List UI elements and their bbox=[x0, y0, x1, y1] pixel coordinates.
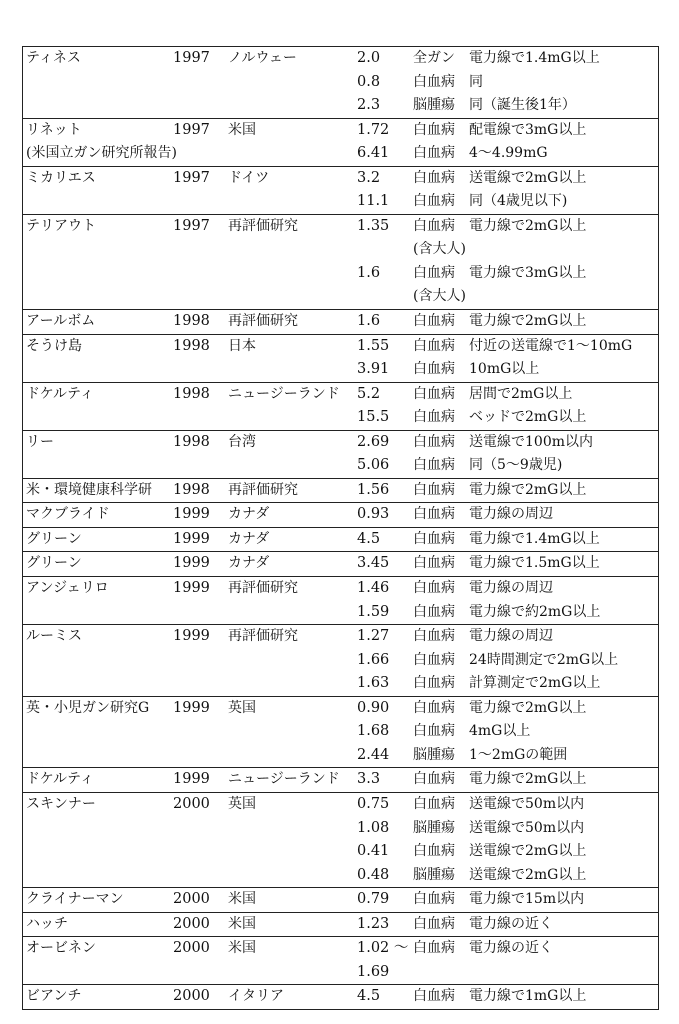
disease-label: 白血病 bbox=[413, 915, 455, 932]
disease-label: 白血病 bbox=[413, 651, 455, 668]
disease-label: 白血病 bbox=[413, 675, 455, 692]
study-year: 1999 bbox=[173, 580, 210, 597]
risk-value: 1.23 bbox=[357, 915, 390, 932]
study-year: 1998 bbox=[173, 481, 210, 498]
risk-value: 1.6 bbox=[357, 264, 381, 281]
exposure-condition: 電力線で3mG以上 bbox=[469, 264, 587, 281]
disease-label: 白血病 bbox=[413, 169, 455, 186]
study-name: ミカリエス bbox=[26, 169, 96, 186]
risk-value: 1.02 ～ bbox=[357, 940, 409, 957]
risk-value: 4.5 bbox=[357, 530, 381, 547]
exposure-condition: ベッドで2mG以上 bbox=[469, 409, 587, 426]
exposure-condition: 付近の送電線で1～10mG bbox=[469, 337, 633, 354]
study-name: ハッチ bbox=[26, 915, 68, 932]
disease-label: 白血病 bbox=[413, 73, 455, 90]
study-country: 米国 bbox=[228, 915, 256, 932]
disease-label: 白血病 bbox=[413, 121, 455, 138]
risk-value: 0.79 bbox=[357, 891, 390, 908]
table-row bbox=[22, 528, 659, 553]
study-name: 英・小児ガン研究G bbox=[26, 699, 150, 716]
row-line bbox=[23, 406, 658, 430]
exposure-condition: 電力線で2mG以上 bbox=[469, 217, 587, 234]
study-name: そうけ島 bbox=[26, 337, 82, 354]
table-row bbox=[22, 577, 659, 625]
risk-value: 0.93 bbox=[357, 506, 390, 523]
risk-value: 3.91 bbox=[357, 361, 390, 378]
risk-value: 0.41 bbox=[357, 843, 390, 860]
disease-label: 白血病 bbox=[413, 530, 455, 547]
risk-value: 3.2 bbox=[357, 169, 381, 186]
risk-value: 1.6 bbox=[357, 313, 381, 330]
table-row bbox=[22, 985, 659, 1010]
disease-label: 白血病 bbox=[413, 555, 455, 572]
row-line bbox=[23, 167, 658, 191]
exposure-condition: 送電線で2mG以上 bbox=[469, 169, 587, 186]
risk-value: 1.63 bbox=[357, 675, 390, 692]
risk-value: 2.44 bbox=[357, 746, 390, 763]
row-line bbox=[23, 71, 658, 95]
table-row bbox=[22, 47, 659, 119]
study-country: 再評価研究 bbox=[228, 628, 298, 645]
study-name: アールボム bbox=[26, 313, 96, 330]
row-line bbox=[23, 649, 658, 673]
study-country: カナダ bbox=[228, 530, 270, 547]
study-year: 1997 bbox=[173, 217, 210, 234]
row-line bbox=[23, 479, 658, 503]
study-name: オービネン bbox=[26, 940, 96, 957]
table-row bbox=[22, 625, 659, 697]
exposure-condition: 同（4歳児以下) bbox=[469, 193, 568, 210]
exposure-condition: 4～4.99mG bbox=[469, 145, 548, 162]
table-row bbox=[22, 697, 659, 769]
row-line bbox=[23, 310, 658, 334]
exposure-condition: 電力線で1.4mG以上 bbox=[469, 50, 600, 66]
table-row bbox=[22, 768, 659, 793]
row-line bbox=[23, 552, 658, 576]
risk-value: 1.72 bbox=[357, 121, 390, 138]
exposure-condition: 配電線で3mG以上 bbox=[469, 121, 587, 138]
study-year: 1999 bbox=[173, 628, 210, 645]
study-country: 再評価研究 bbox=[228, 313, 298, 330]
study-name: テリアウト bbox=[26, 217, 96, 234]
exposure-condition: 電力線で約2mG以上 bbox=[469, 603, 601, 620]
disease-label: 白血病 bbox=[413, 940, 455, 957]
row-line bbox=[23, 864, 658, 888]
exposure-condition: 電力線の周辺 bbox=[469, 628, 553, 645]
study-name: リー bbox=[26, 433, 54, 450]
study-name-note: (米国立ガン研究所報告) bbox=[26, 145, 177, 162]
study-country: ニュージーランド bbox=[228, 771, 340, 788]
study-name: リネット bbox=[26, 121, 82, 138]
study-country: 台湾 bbox=[228, 433, 256, 450]
risk-value: 5.06 bbox=[357, 457, 390, 474]
disease-label: 白血病 bbox=[413, 361, 455, 378]
row-line bbox=[23, 793, 658, 817]
row-line bbox=[23, 119, 658, 143]
table-row bbox=[22, 335, 659, 383]
study-country: ドイツ bbox=[228, 169, 270, 186]
disease-label: 白血病 bbox=[413, 506, 455, 523]
study-name: スキンナー bbox=[26, 795, 96, 812]
study-year: 2000 bbox=[173, 988, 210, 1005]
row-line bbox=[23, 528, 658, 552]
row-line bbox=[23, 961, 658, 985]
exposure-condition: 居間で2mG以上 bbox=[469, 385, 573, 402]
study-country: カナダ bbox=[228, 506, 270, 523]
exposure-condition: 電力線で2mG以上 bbox=[469, 313, 587, 330]
risk-value: 0.75 bbox=[357, 795, 390, 812]
study-year: 2000 bbox=[173, 940, 210, 957]
disease-label: 白血病 bbox=[413, 891, 455, 908]
exposure-condition: 電力線で2mG以上 bbox=[469, 699, 587, 716]
study-country: 再評価研究 bbox=[228, 481, 298, 498]
table-row bbox=[22, 503, 659, 528]
risk-value: 6.41 bbox=[357, 145, 390, 162]
study-year: 2000 bbox=[173, 795, 210, 812]
row-line bbox=[23, 215, 658, 239]
study-name: ドケルティ bbox=[26, 385, 94, 402]
risk-value: 1.35 bbox=[357, 217, 390, 234]
study-country: 英国 bbox=[228, 699, 256, 716]
row-line bbox=[23, 94, 658, 118]
exposure-condition: 24時間測定で2mG以上 bbox=[469, 651, 619, 668]
studies-table bbox=[22, 46, 659, 1010]
disease-label: 白血病 bbox=[413, 795, 455, 812]
risk-value: 1.08 bbox=[357, 819, 390, 836]
disease-label: 脳腫瘍 bbox=[413, 866, 455, 883]
exposure-condition: 電力線で1.4mG以上 bbox=[469, 530, 600, 547]
study-country: イタリア bbox=[228, 988, 284, 1005]
study-year: 1999 bbox=[173, 771, 210, 788]
study-name: ルーミス bbox=[26, 628, 82, 645]
row-line bbox=[23, 47, 658, 71]
study-country: ノルウェー bbox=[228, 50, 297, 66]
study-name: 米・環境健康科学研 bbox=[26, 481, 152, 498]
study-year: 1998 bbox=[173, 385, 210, 402]
disease-label: 脳腫瘍 bbox=[413, 746, 455, 763]
table-row bbox=[22, 215, 659, 310]
disease-label: 白血病 bbox=[413, 628, 455, 645]
row-line bbox=[23, 937, 658, 961]
row-line bbox=[23, 625, 658, 649]
risk-value: 3.3 bbox=[357, 771, 381, 788]
row-line bbox=[23, 383, 658, 407]
row-line bbox=[23, 431, 658, 455]
study-year: 1999 bbox=[173, 530, 210, 547]
exposure-condition: 電力線で2mG以上 bbox=[469, 771, 587, 788]
exposure-condition: 送電線で50m以内 bbox=[469, 795, 585, 812]
risk-value: 1.46 bbox=[357, 580, 390, 597]
risk-value: 1.59 bbox=[357, 603, 390, 620]
row-line bbox=[23, 503, 658, 527]
exposure-condition: 電力線で2mG以上 bbox=[469, 481, 587, 498]
disease-label: 脳腫瘍 bbox=[413, 819, 455, 836]
table-row bbox=[22, 888, 659, 913]
disease-label: 白血病 bbox=[413, 843, 455, 860]
row-line bbox=[23, 817, 658, 841]
study-name: ティネス bbox=[26, 50, 81, 66]
exposure-condition: 送電線で2mG以上 bbox=[469, 866, 587, 883]
disease-label: 白血病 bbox=[413, 457, 455, 474]
table-row bbox=[22, 119, 659, 167]
table-row bbox=[22, 793, 659, 888]
disease-label: 白血病 bbox=[413, 193, 455, 210]
row-line bbox=[23, 985, 658, 1009]
disease-label: 白血病 bbox=[413, 313, 455, 330]
row-line bbox=[23, 888, 658, 912]
exposure-condition: 同（誕生後1年） bbox=[469, 97, 576, 114]
exposure-condition: 同 bbox=[469, 73, 483, 90]
study-year: 1997 bbox=[173, 50, 210, 66]
exposure-condition: 10mG以上 bbox=[469, 361, 540, 378]
study-name: クライナーマン bbox=[26, 891, 124, 908]
risk-value: 4.5 bbox=[357, 988, 381, 1005]
study-year: 1999 bbox=[173, 555, 210, 572]
study-year: 2000 bbox=[173, 891, 210, 908]
row-line bbox=[23, 285, 658, 309]
study-year: 1997 bbox=[173, 169, 210, 186]
disease-label: 白血病 bbox=[413, 699, 455, 716]
row-line bbox=[23, 720, 658, 744]
exposure-condition: 電力線の近く bbox=[469, 940, 553, 957]
table-row bbox=[22, 431, 659, 479]
exposure-condition: 送電線で50m以内 bbox=[469, 819, 585, 836]
row-line bbox=[23, 335, 658, 359]
disease-label: 白血病 bbox=[413, 481, 455, 498]
risk-value: 1.66 bbox=[357, 651, 390, 668]
row-line bbox=[23, 190, 658, 214]
disease-label: 全ガン bbox=[413, 50, 455, 66]
disease-label: 白血病 bbox=[413, 409, 455, 426]
risk-value: 2.69 bbox=[357, 433, 390, 450]
study-country: 米国 bbox=[228, 121, 256, 138]
exposure-condition: 電力線で15m以内 bbox=[469, 891, 585, 908]
risk-value: 3.45 bbox=[357, 555, 390, 572]
study-year: 1998 bbox=[173, 313, 210, 330]
row-line bbox=[23, 142, 658, 166]
study-year: 1997 bbox=[173, 121, 210, 138]
table-row bbox=[22, 167, 659, 215]
exposure-condition: 計算測定で2mG以上 bbox=[469, 675, 601, 692]
risk-value: 0.8 bbox=[357, 73, 381, 90]
row-line bbox=[23, 697, 658, 721]
study-year: 2000 bbox=[173, 915, 210, 932]
row-line bbox=[23, 601, 658, 625]
row-line bbox=[23, 238, 658, 262]
table-row bbox=[22, 479, 659, 504]
row-line bbox=[23, 358, 658, 382]
study-country: 再評価研究 bbox=[228, 217, 298, 234]
disease-label: 白血病 bbox=[413, 771, 455, 788]
risk-value: 0.48 bbox=[357, 866, 390, 883]
disease-label: 白血病 bbox=[413, 337, 455, 354]
study-name: ビアンチ bbox=[26, 988, 82, 1005]
exposure-condition: 送電線で2mG以上 bbox=[469, 843, 587, 860]
exposure-condition: 電力線の近く bbox=[469, 915, 553, 932]
risk-value: 2.0 bbox=[357, 50, 381, 66]
disease-label: 白血病 bbox=[413, 264, 455, 281]
row-line bbox=[23, 577, 658, 601]
row-line bbox=[23, 744, 658, 768]
table-row bbox=[22, 913, 659, 938]
risk-value: 1.56 bbox=[357, 481, 390, 498]
exposure-condition: 電力線で1.5mG以上 bbox=[469, 555, 600, 572]
study-country: ニュージーランド bbox=[228, 385, 340, 402]
risk-value: 1.69 bbox=[357, 963, 390, 980]
risk-value: 11.1 bbox=[357, 193, 390, 210]
study-country: 英国 bbox=[228, 795, 256, 812]
study-country: カナダ bbox=[228, 555, 270, 572]
row-line bbox=[23, 913, 658, 937]
disease-label: 白血病 bbox=[413, 385, 455, 402]
exposure-condition: 1～2mGの範囲 bbox=[469, 746, 568, 763]
study-name: アンジェリロ bbox=[26, 580, 109, 597]
study-country: 日本 bbox=[228, 337, 256, 354]
table-row bbox=[22, 383, 659, 431]
risk-value: 15.5 bbox=[357, 409, 390, 426]
study-year: 1999 bbox=[173, 699, 210, 716]
study-country: 再評価研究 bbox=[228, 580, 298, 597]
disease-label: 白血病 bbox=[413, 580, 455, 597]
table-row bbox=[22, 552, 659, 577]
disease-label: 白血病 bbox=[413, 145, 455, 162]
study-country: 米国 bbox=[228, 891, 256, 908]
study-name: マクブライド bbox=[26, 506, 110, 523]
study-name: グリーン bbox=[26, 555, 82, 572]
disease-label: 白血病 bbox=[413, 988, 455, 1005]
exposure-condition: 電力線の周辺 bbox=[469, 506, 553, 523]
row-line bbox=[23, 454, 658, 478]
disease-label: 脳腫瘍 bbox=[413, 97, 455, 114]
disease-label: 白血病 bbox=[413, 433, 455, 450]
exposure-condition: 4mG以上 bbox=[469, 723, 531, 740]
table-row bbox=[22, 310, 659, 335]
disease-label: 白血病 bbox=[413, 217, 455, 234]
row-line bbox=[23, 672, 658, 696]
study-name: グリーン bbox=[26, 530, 82, 547]
risk-value: 1.27 bbox=[357, 628, 390, 645]
row-line bbox=[23, 768, 658, 792]
row-line bbox=[23, 840, 658, 864]
risk-value: 1.68 bbox=[357, 723, 390, 740]
disease-label: 白血病 bbox=[413, 723, 455, 740]
study-year: 1998 bbox=[173, 433, 210, 450]
study-year: 1998 bbox=[173, 337, 210, 354]
exposure-condition: 同（5～9歳児) bbox=[469, 457, 563, 474]
risk-value: 5.2 bbox=[357, 385, 381, 402]
risk-value: 1.55 bbox=[357, 337, 390, 354]
risk-value: 2.3 bbox=[357, 97, 381, 114]
risk-value: 0.90 bbox=[357, 699, 390, 716]
condition-note: (含大人) bbox=[413, 241, 466, 258]
disease-label: 白血病 bbox=[413, 603, 455, 620]
study-year: 1999 bbox=[173, 506, 210, 523]
exposure-condition: 送電線で100m以内 bbox=[469, 433, 593, 450]
exposure-condition: 電力線で1mG以上 bbox=[469, 988, 587, 1005]
study-name: ドケルティ bbox=[26, 771, 94, 788]
table-row bbox=[22, 937, 659, 985]
exposure-condition: 電力線の周辺 bbox=[469, 580, 553, 597]
row-line bbox=[23, 262, 658, 286]
condition-note: (含大人) bbox=[413, 288, 466, 305]
study-country: 米国 bbox=[228, 940, 256, 957]
